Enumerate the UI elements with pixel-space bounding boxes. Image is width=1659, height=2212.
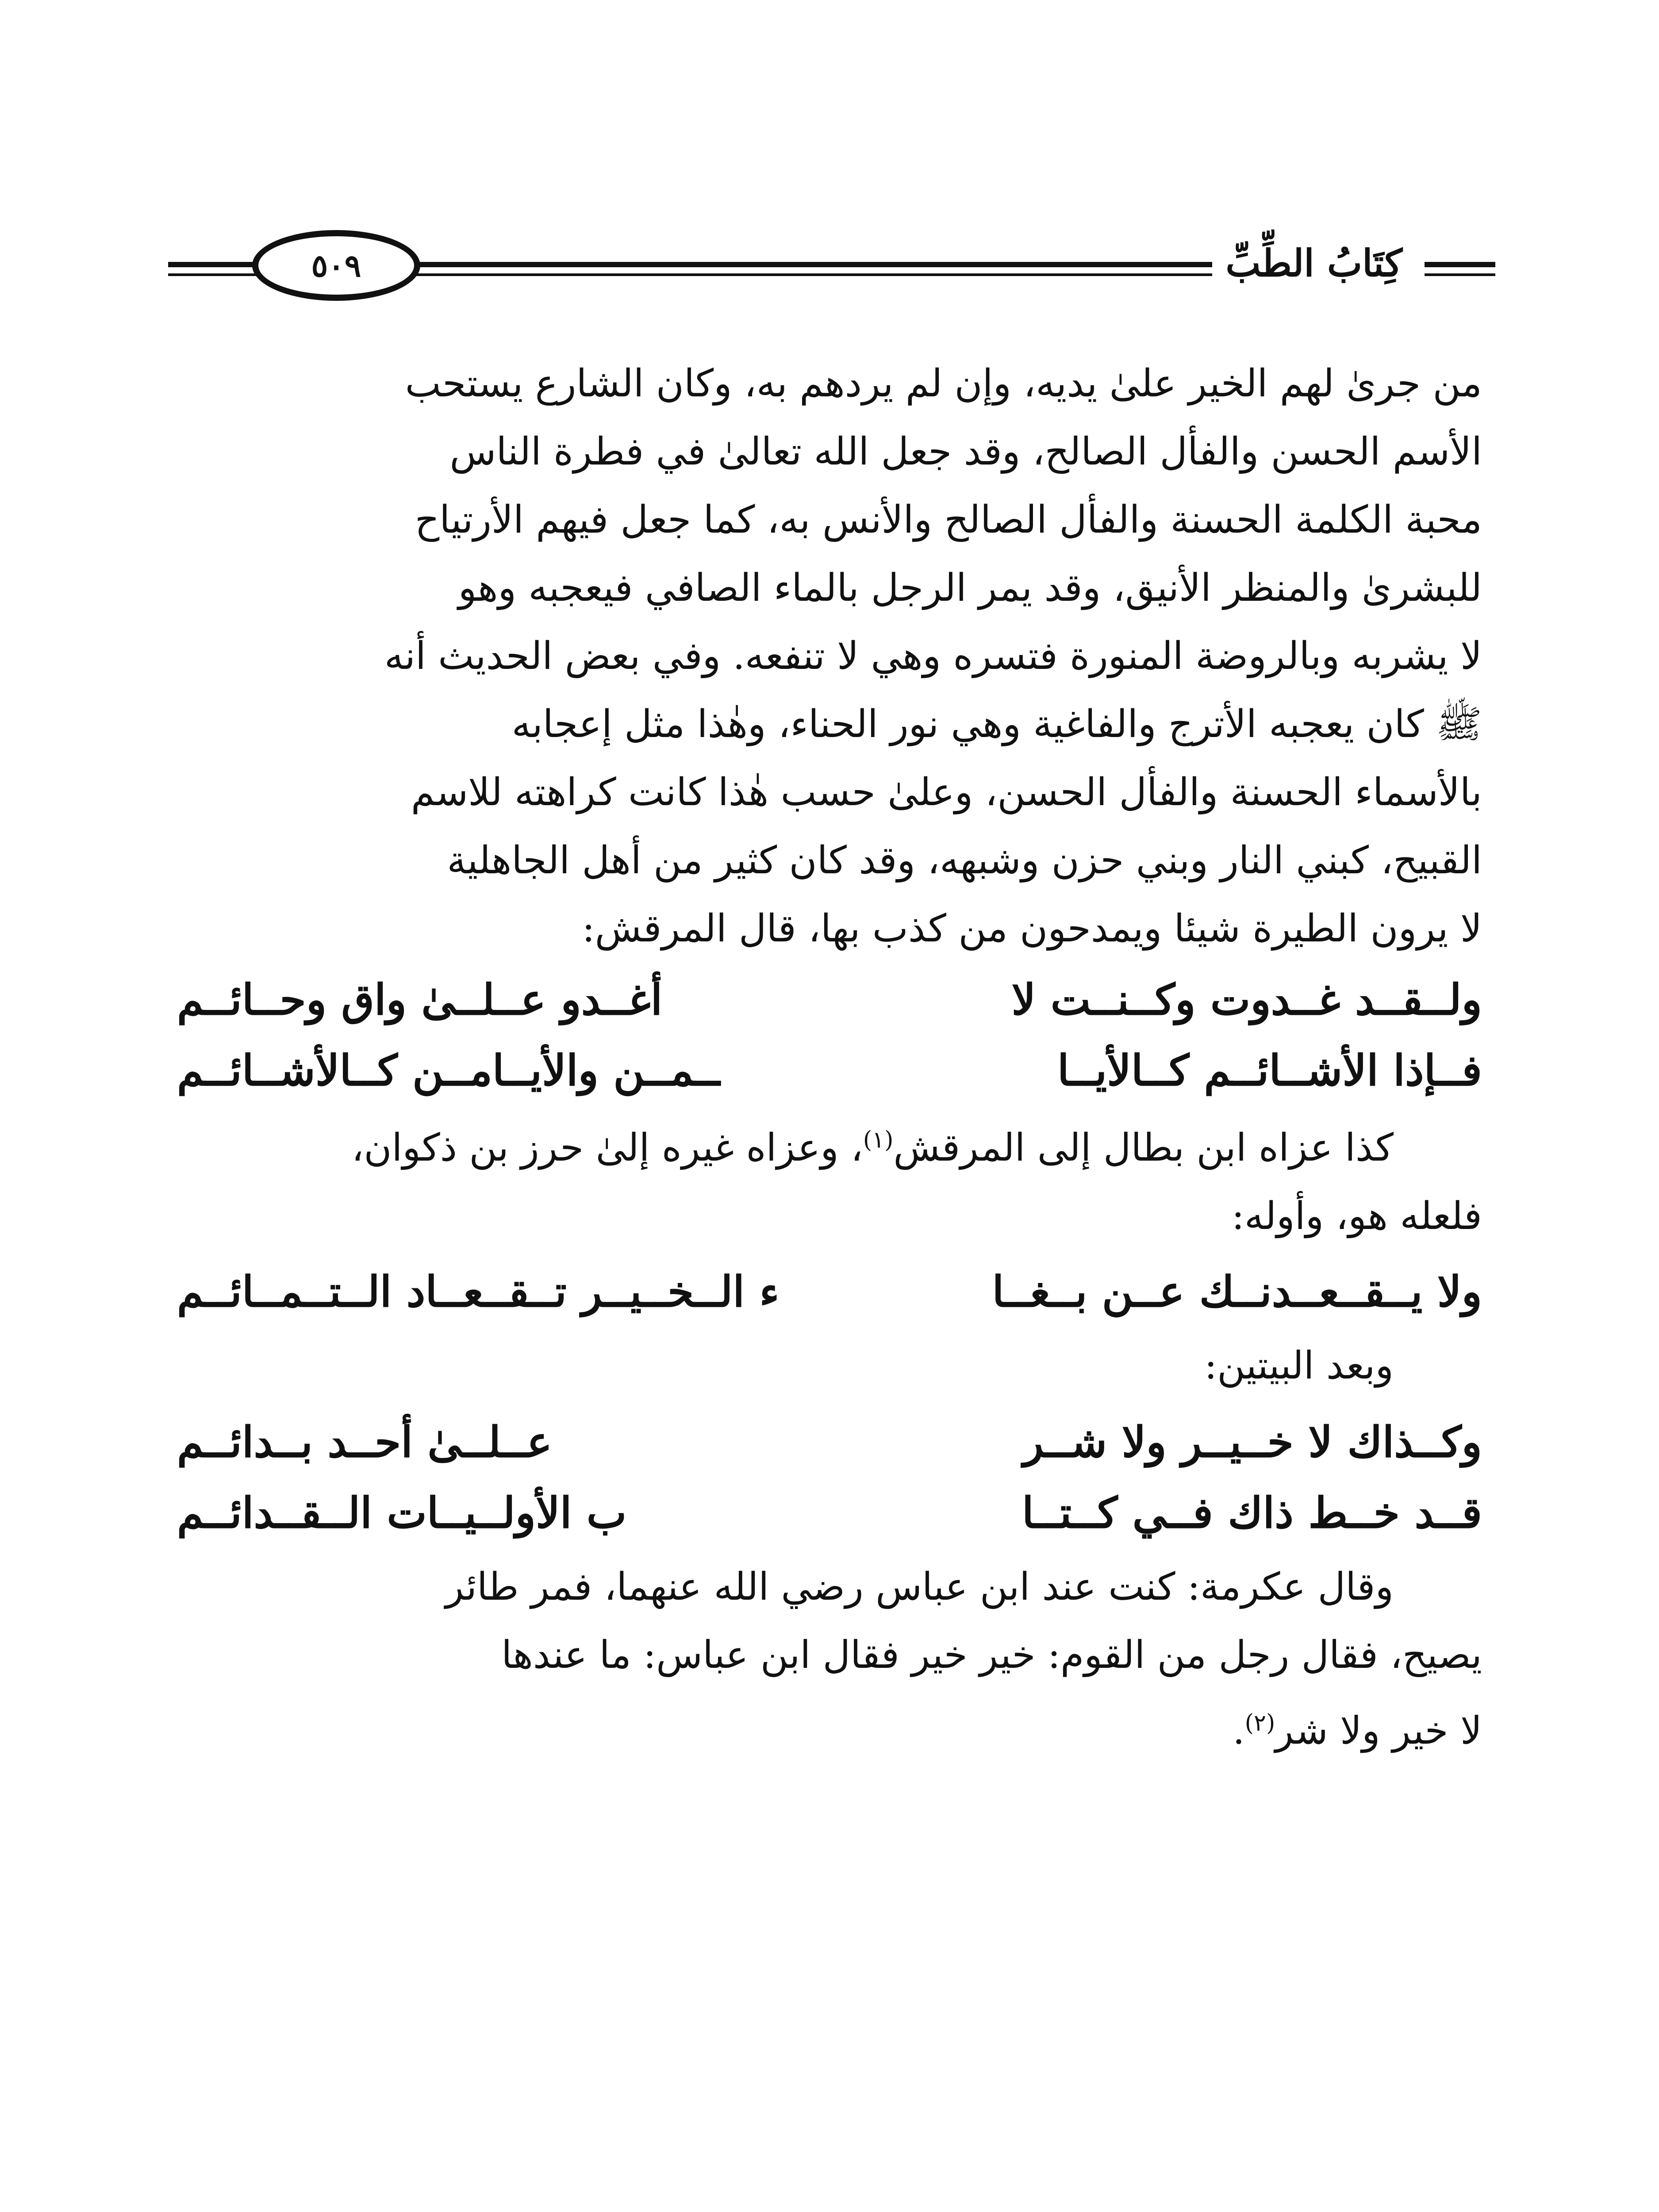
- verse-second-hemistich: عــلــىٰ أحــد بــدائــم: [177, 1417, 552, 1467]
- header-rule-middle: [416, 262, 1301, 267]
- verse-second-hemistich: ــمــن والأيــامــن كــالأشــائــم: [177, 1045, 720, 1095]
- verse-first-hemistich: قــد خــط ذاك فــي كــتــا: [1022, 1488, 1482, 1538]
- verse-line: [177, 1478, 1482, 1548]
- verse-first-hemistich: ولــقــد غــدوت وكــنــت لا: [1011, 975, 1482, 1025]
- text-line: [177, 1106, 1482, 1182]
- text-line: ﷺ كان يعجبه الأترج والفاغية وهي نور الحناء، وهٰذا مثل إعجابه: [511, 702, 1482, 746]
- verse-second-hemistich: ء الــخــيــر تــقــعــاد الــتــمــائــم: [177, 1267, 780, 1317]
- text-line: بالأسماء الحسنة والفأل الحسن، وعلىٰ حسب هٰذا كانت كراهته للاسم: [411, 770, 1482, 814]
- text-line: يصيح، فقال رجل من القوم: خير خير فقال ابن عباس: ما عندها: [501, 1633, 1482, 1677]
- text-line: لا يرون الطيرة شيئا ويمدحون من كذب بها، قال المرقش:: [582, 906, 1482, 951]
- paragraph-2: [177, 1106, 1482, 1250]
- text: ، وعزاه غيره إلىٰ حرز بن ذكوان،: [351, 1125, 863, 1170]
- header-rule-right-inner: [1425, 273, 1495, 276]
- text: كذا عزاه ابن بطال إلى المرقش: [893, 1125, 1394, 1170]
- running-title: كِتَابُ الطِّبِّ: [1212, 234, 1416, 292]
- page-header: [168, 221, 1495, 310]
- text: لا خير ولا شر: [1275, 1709, 1482, 1753]
- verse-second-hemistich: أغــدو عــلــىٰ واق وحــائــم: [177, 975, 663, 1025]
- text: .: [1233, 1709, 1245, 1753]
- paragraph-1: [177, 349, 1482, 963]
- text-line: وقال عكرمة: كنت عند ابن عباس رضي الله عنهما، فمر طائر: [445, 1565, 1394, 1609]
- verse-line: [177, 1407, 1482, 1478]
- verse-second-hemistich: ب الأولــيــات الــقــدائــم: [177, 1488, 627, 1538]
- text-line: محبة الكلمة الحسنة والفأل الصالح والأنس به، كما جعل فيهم الأرتياح: [415, 498, 1482, 542]
- verse-first-hemistich: وكــذاك لا خــيــر ولا شــر: [1023, 1417, 1482, 1467]
- footnote-ref-1: (١): [863, 1127, 894, 1153]
- verses-intro: وبعد البيتين:: [1204, 1344, 1394, 1388]
- text-line: لا يشربه وبالروضة المنورة فتسره وهي لا تنفعه. وفي بعض الحديث أنه: [384, 634, 1482, 678]
- verse-line: [177, 964, 1482, 1035]
- paragraph-3: [177, 1553, 1482, 1765]
- text-line: القبيح، كبني النار وبني حزن وشبهه، وقد كان كثير من أهل الجاهلية: [447, 838, 1482, 883]
- text-line: للبشرىٰ والمنظر الأنيق، وقد يمر الرجل بالماء الصافي فيعجبه وهو: [458, 566, 1482, 610]
- text-line: من جرىٰ لهم الخير علىٰ يديه، وإن لم يردهم به، وكان الشارع يستحب: [405, 361, 1482, 406]
- verse-line: [177, 1035, 1482, 1106]
- verse-first-hemistich: ولا يــقــعــدنــك عــن بــغــا: [992, 1267, 1482, 1317]
- text-line: الأسم الحسن والفأل الصالح، وقد جعل الله تعالىٰ في فطرة الناس: [449, 430, 1482, 474]
- verse-line: [177, 1256, 1482, 1327]
- text-line: فلعله هو، وأوله:: [1231, 1194, 1482, 1238]
- verse-first-hemistich: فــإذا الأشــائــم كــالأيــا: [1057, 1045, 1482, 1095]
- text-line: [177, 1689, 1482, 1765]
- header-rule-right: [1425, 262, 1495, 267]
- page-number: ٥٠٩: [252, 230, 420, 301]
- header-rule-left-inner: [168, 273, 257, 276]
- footnote-ref-2: (٢): [1244, 1710, 1275, 1736]
- header-rule-left: [168, 262, 257, 267]
- header-rule-middle-inner: [416, 273, 1301, 276]
